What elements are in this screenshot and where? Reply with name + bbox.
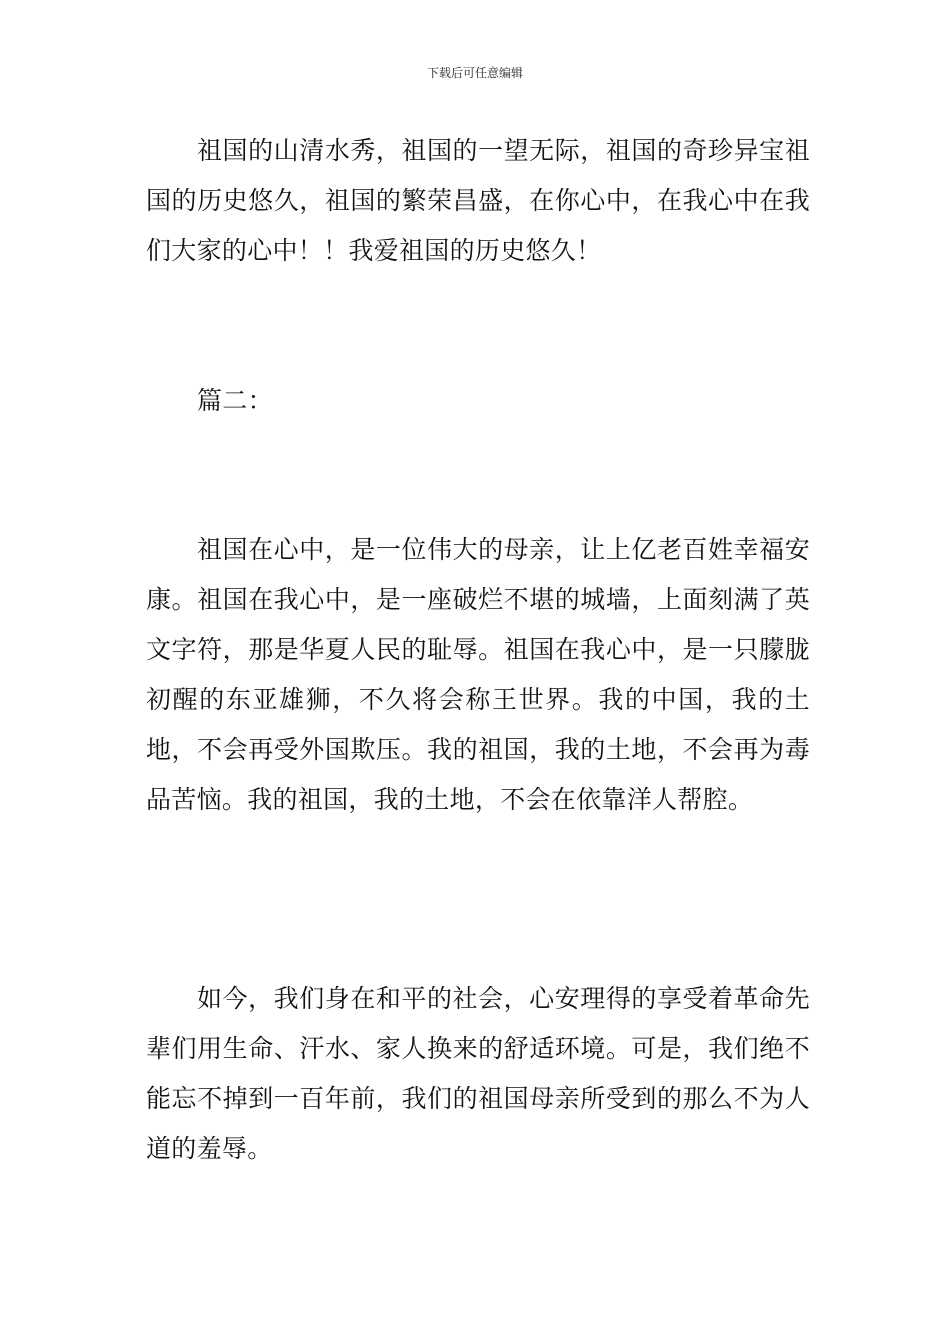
paragraph-closing: 如今，我们身在和平的社会，心安理得的享受着革命先辈们用生命、汗水、家人换来的舒适环境。可是，我们绝不能忘不掉到一百年前，我们的祖国母亲所受到的那么不为人道的羞辱。 — [146, 984, 810, 1163]
paragraph-intro: 祖国的山清水秀，祖国的一望无际，祖国的奇珍异宝祖国的历史悠久，祖国的繁荣昌盛，在你心中，在我心中在我们大家的心中！！我爱祖国的历史悠久！ — [146, 136, 810, 265]
page-header: 下载后可任意编辑 — [426, 66, 523, 80]
section-heading: 篇二： — [197, 386, 273, 415]
paragraph-body: 祖国在心中，是一位伟大的母亲，让上亿老百姓幸福安康。祖国在我心中，是一座破烂不堪的城墙，上面刻满了英文字符，那是华夏人民的耻辱。祖国在我心中，是一只朦胧初醒的东亚雄狮，不久将会称王世界。我的中国，我的土地，不会再受外国欺压。我的祖国，我的土地，不会再为毒品苦恼。我的祖国，我的土地，不会在依靠洋人帮腔。 — [146, 535, 810, 814]
